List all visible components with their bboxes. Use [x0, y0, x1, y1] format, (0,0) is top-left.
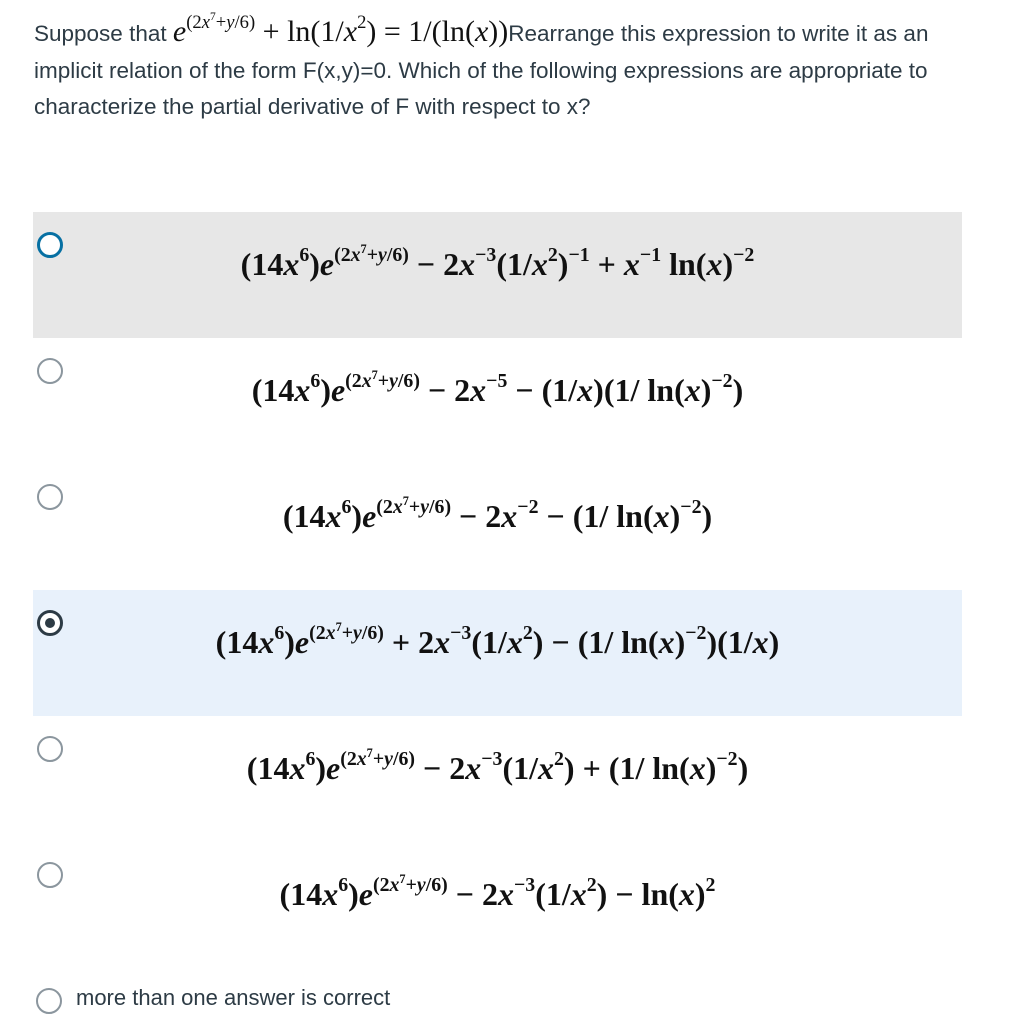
- answer-expression: $(14x^6)e^{(2x^7+y/6)} - 2x^{-5} - (1/x)(1/$ $\ln(x)^{-2}$): [251, 367, 744, 408]
- answer-option-2[interactable]: [33, 338, 962, 464]
- answer-option-4[interactable]: [33, 590, 962, 716]
- answer-label: more than one answer is correct: [76, 985, 391, 1010]
- answer-option-3[interactable]: [33, 464, 962, 590]
- answer-option-1[interactable]: [33, 212, 962, 338]
- question-equation: $e^{(2x^7+y/6)} + \ln(1/x^2) = 1/(\ln(x))$: [172, 10, 509, 48]
- answer-expression: $(14x^6)e^{(2x^7+y/6)} - 2x^{-3}(1/x^2) + (1/$ $\ln(x)^{-2}$): [246, 745, 749, 786]
- question-text: [34, 10, 984, 126]
- answer-expression: $(14x^6)e^{(2x^7+y/6)} + 2x^{-3}(1/x^2) - (1/$ $\ln(x)^{-2})(1/x)$: [215, 619, 780, 660]
- answer-option-5[interactable]: [33, 716, 962, 842]
- answer-expression: $(14x^6)e^{(2x^7+y/6)} - 2x^{-3}(1/x^2)^{-1} + x^{-1}$ $\ln(x)^{-2}$: [240, 241, 755, 282]
- answer-expression: $(14x^6)e^{(2x^7+y/6)} - 2x^{-2} - (1/$ $\ln(x)^{-2}$): [282, 493, 713, 534]
- question-prefix: Suppose that: [34, 21, 167, 46]
- answer-option-6[interactable]: [33, 842, 962, 968]
- question-suffix: Rearrange this expression to write it as an implicit relation of the form F(x,y)=0. Which of the following expressions are appropriate to characterize the partial derivative of F with respect to x?: [34, 21, 929, 119]
- radio-button[interactable]: [36, 988, 62, 1014]
- answer-expression: $(14x^6)e^{(2x^7+y/6)} - 2x^{-3}(1/x^2) - \ln(x)^2$: [279, 871, 716, 912]
